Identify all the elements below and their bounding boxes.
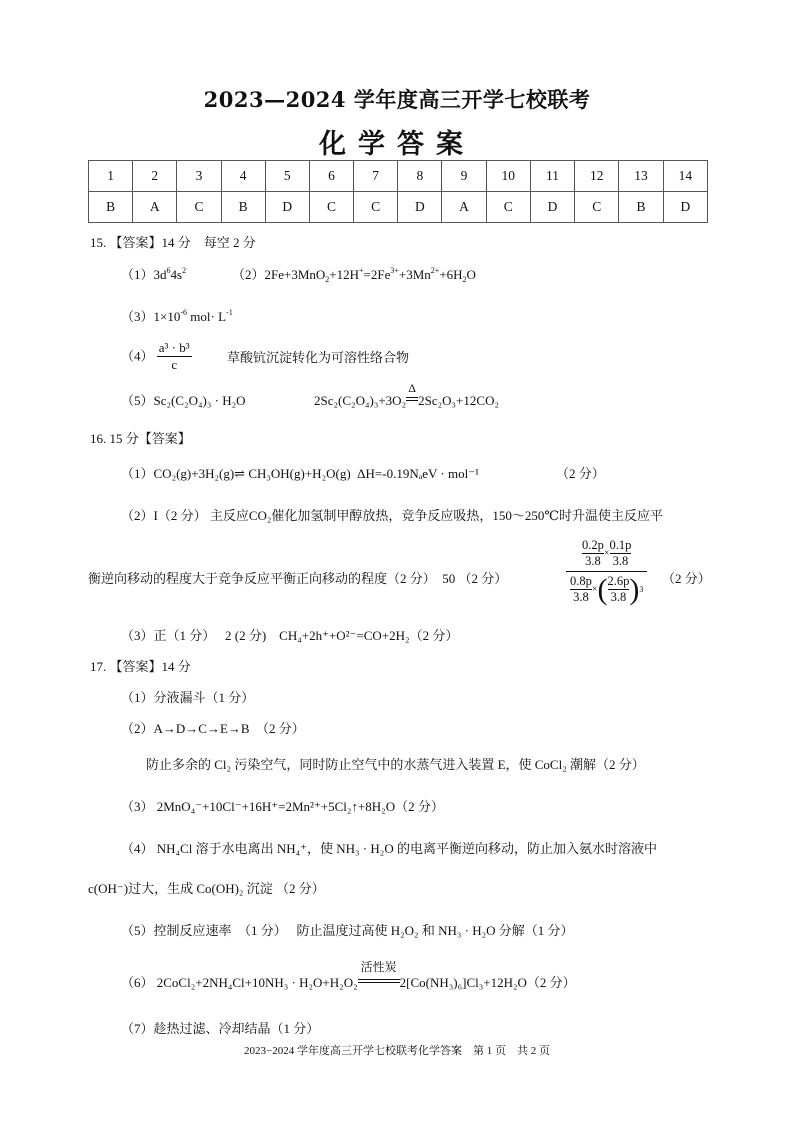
eq-sub: 2	[462, 275, 467, 284]
q15-p2-label: （2）	[232, 267, 265, 282]
q15-p1-label: （1）	[121, 267, 154, 282]
q16-part1	[121, 465, 479, 483]
question-number-cell: 9	[442, 161, 486, 192]
q15-p1-b: 4s	[170, 267, 183, 282]
eq-seg: 2Fe+3MnO	[264, 267, 326, 282]
eq-sup: 2+	[430, 266, 440, 275]
equals-sign	[358, 979, 400, 983]
q17-part1: （1）分液漏斗（1 分）	[121, 690, 255, 705]
answer-cell: C	[486, 192, 530, 223]
fraction-denominator: 3.8	[612, 554, 629, 568]
answer-table-answer-row	[89, 192, 708, 223]
q15-p1-a: 3d	[153, 267, 167, 282]
answer-cell: D	[663, 192, 707, 223]
q17-part6	[121, 960, 576, 992]
q15-part5	[121, 392, 246, 410]
answer-cell: D	[530, 192, 574, 223]
eq-sup: +	[359, 266, 364, 275]
q15-p3-label: （3）	[121, 309, 154, 324]
q16-part3: （3）正（1 分） 2 (2 分) CH₄+2h⁺+O²⁻=CO+2H₂（2 分）	[121, 628, 459, 643]
question-number-cell: 8	[398, 161, 442, 192]
question-number-cell: 1	[89, 161, 133, 192]
q17-part2-note: 防止多余的 Cl₂ 污染空气，同时防止空气中的水蒸气进入装置 E，使 CoCl₂ 潮解（2 分）	[146, 757, 645, 772]
fraction-denominator: 3.8	[610, 590, 627, 604]
answer-table-number-row	[89, 161, 708, 192]
question-number-cell: 14	[663, 161, 707, 192]
q15-part4	[121, 340, 192, 373]
eq-seg: +3Mn	[398, 267, 431, 282]
condition-catalyst: 活性炭	[360, 960, 397, 974]
times-sign: ×	[591, 584, 598, 595]
question-number-cell: 11	[530, 161, 574, 192]
q17-part3: （3） 2MnO₄⁻+10Cl⁻+16H⁺=2Mn²⁺+5Cl₂↑+8H₂O（2 分）	[121, 799, 444, 814]
answer-cell: B	[619, 192, 663, 223]
fraction	[610, 538, 632, 569]
fraction-numerator: a³ · b³	[158, 340, 190, 355]
answer-cell: C	[575, 192, 619, 223]
q15-p4-label: （4）	[121, 348, 154, 364]
answer-cell: A	[133, 192, 177, 223]
condition-heat: Δ	[408, 381, 416, 395]
q17-part2: （2）A→D→C→E→B （2 分）	[121, 721, 305, 736]
q15-heading: 15. 【答案】14 分 每空 2 分	[90, 235, 256, 250]
q15-p1-a-sup: 6	[166, 266, 171, 275]
q16-p2-line2: 衡逆向移动的程度大于竞争反应平衡正向移动的程度（2 分） 50 （2 分）	[88, 571, 508, 586]
question-number-cell: 12	[575, 161, 619, 192]
q16-heading: 16. 15 分【答案】	[90, 431, 191, 446]
q17-part7: （7）趁热过滤、冷却结晶（1 分）	[121, 1021, 320, 1036]
question-number-cell: 13	[619, 161, 663, 192]
document-subtitle: 化学答案	[319, 129, 475, 160]
reaction-condition	[406, 381, 418, 410]
answer-cell: B	[89, 192, 133, 223]
equation-right: 2Sc₂O₃+12CO₂	[418, 393, 499, 408]
q16-p1-enthalpy: ΔH=-0.19NₐeV · mol⁻¹	[357, 466, 479, 481]
answer-cell: D	[265, 192, 309, 223]
right-paren: )	[629, 572, 640, 606]
q15-part2	[232, 266, 476, 284]
fraction	[582, 538, 604, 569]
fraction-numerator: 2.6p	[607, 574, 630, 588]
q16-p1-label: （1）	[121, 466, 154, 481]
question-number-cell: 4	[221, 161, 265, 192]
answer-cell: C	[354, 192, 398, 223]
q15-part3	[121, 308, 233, 326]
equation-left: 2Sc₂(C₂O₄)₃+3O₂	[314, 393, 407, 408]
document-title: 2023—2024 学年度高三开学七校联考	[203, 87, 591, 112]
answer-cell: C	[177, 192, 221, 223]
fraction-numerator: 0.1p	[609, 538, 632, 552]
q16-p1-equation: CO₂(g)+3H₂(g)⇌ CH₃OH(g)+H₂O(g)	[153, 466, 351, 481]
fraction-numerator: 0.8p	[570, 574, 592, 588]
equation-right: 2[Co(NH₃)₆]Cl₃+12H₂O（2 分）	[399, 975, 576, 990]
eq-seg: =2Fe	[363, 267, 391, 282]
q15-p5-formula: Sc₂(C₂O₄)₃ · H₂O	[153, 393, 246, 408]
fraction-denominator: 3.8	[573, 590, 589, 604]
q16-p2-score: （2 分）	[662, 571, 711, 586]
q17-part5: （5）控制反应速率 （1 分） 防止温度过高使 H₂O₂ 和 NH₃ · H₂O 分解（1 分）	[121, 923, 574, 938]
question-number-cell: 3	[177, 161, 221, 192]
q15-p1-b-sup: 2	[182, 266, 187, 275]
fraction-numerator: 0.2p	[582, 538, 604, 552]
question-number-cell: 6	[309, 161, 353, 192]
question-number-cell: 7	[354, 161, 398, 192]
q15-part1	[121, 266, 186, 284]
kp-expression	[566, 538, 647, 605]
question-number-cell: 5	[265, 161, 309, 192]
eq-sup: 3+	[390, 266, 399, 275]
times-sign: ×	[603, 548, 610, 559]
kp-numerator	[566, 538, 647, 572]
q15-p3-b: mol· L	[187, 309, 227, 324]
q15-p4-fraction	[157, 340, 192, 373]
answer-table	[88, 160, 708, 223]
q16-p2-line1: （2）I（2 分） 主反应CO₂催化加氢制甲醇放热，竞争反应吸热，150～250℃时升温使主反应平	[121, 508, 663, 523]
eq-seg: +6H	[439, 267, 463, 282]
q15-p3-a: 1×10	[153, 309, 181, 324]
fraction-denominator: c	[171, 357, 178, 372]
kp-denominator: $\frac{0.8p}{3.8}$ × ( $\frac{2.6p}{3.8}$ ) 3	[570, 572, 644, 606]
answer-cell: C	[309, 192, 353, 223]
equals-sign	[406, 397, 418, 401]
q15-p4-text: 草酸钪沉淀转化为可溶性络合物	[227, 350, 410, 365]
eq-seg: O	[466, 267, 476, 282]
reaction-condition	[358, 960, 400, 992]
equation-left: （6） 2CoCl₂+2NH₄Cl+10NH₃ · H₂O+H₂O₂	[121, 975, 358, 990]
left-paren: (	[597, 572, 608, 606]
fraction	[570, 574, 592, 605]
q17-part4-line2: c(OH⁻)过大，生成 Co(OH)₂ 沉淀 （2 分）	[88, 881, 325, 896]
eq-sub: 2	[325, 275, 330, 284]
question-number-cell: 10	[486, 161, 530, 192]
answer-cell: A	[442, 192, 486, 223]
q17-heading: 17. 【答案】14 分	[90, 659, 191, 674]
q15-p5-equation	[314, 381, 499, 410]
eq-seg: +12H	[329, 267, 360, 282]
page-footer: 2023−2024 学年度高三开学七校联考化学答案 第 1 页 共 2 页	[244, 1045, 550, 1057]
q15-p5-label: （5）	[121, 393, 154, 408]
q15-p3-sup2: -1	[226, 308, 233, 317]
fraction	[608, 574, 630, 605]
q17-part4-line1: （4） NH₄Cl 溶于水电离出 NH₄⁺，使 NH₃ · H₂O 的电离平衡逆向移动，防止加入氨水时溶液中	[121, 841, 657, 856]
fraction-denominator: 3.8	[585, 554, 601, 568]
question-number-cell: 2	[133, 161, 177, 192]
q15-p3-sup: -6	[180, 308, 188, 317]
answer-cell: D	[398, 192, 442, 223]
q16-p1-score: （2 分）	[556, 466, 605, 481]
answer-cell: B	[221, 192, 265, 223]
